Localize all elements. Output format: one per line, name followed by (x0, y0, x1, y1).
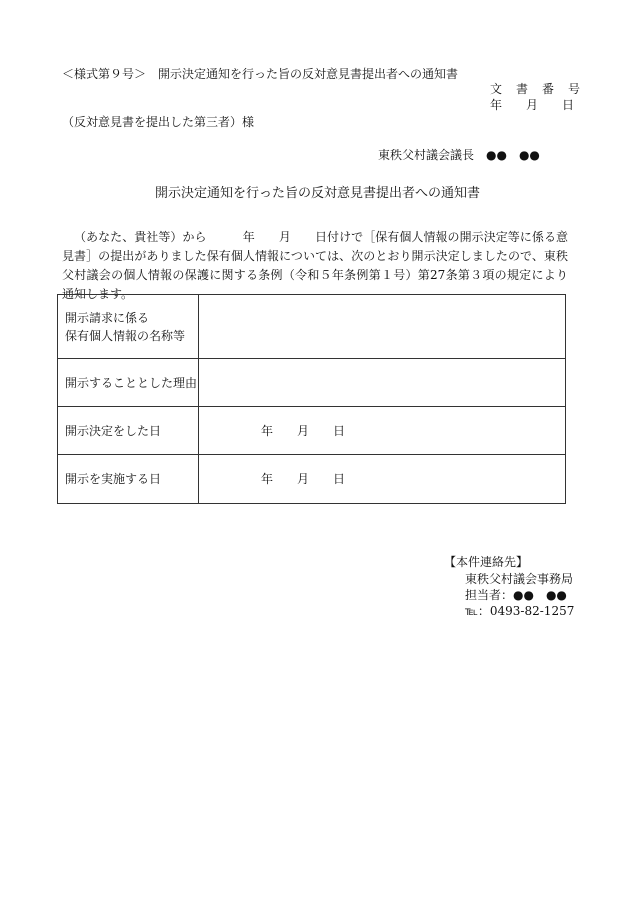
contact-person: 担当者：●● ●● (465, 588, 567, 602)
row-label-disclosure-date: 開示を実施する日 (58, 455, 199, 504)
info-table (57, 294, 566, 504)
row-value-reason (199, 359, 566, 407)
row-value-decision-date: 年 月 日 (199, 407, 566, 455)
addressee: （反対意見書を提出した第三者）様 (62, 115, 255, 129)
table-row (58, 359, 566, 407)
table-row (58, 407, 566, 455)
contact-heading: 【本件連絡先】 (444, 555, 529, 569)
table-row (58, 295, 566, 359)
row-value-disclosure-date: 年 月 日 (199, 455, 566, 504)
contact-office: 東秩父村議会事務局 (465, 572, 574, 586)
row-label-reason: 開示することとした理由 (58, 359, 199, 407)
body-paragraph: （あなた、貴社等）から 年 月 日付けで［保有個人情報の開示決定等に係る意見書］の提出がありました保有個人情報については、次のとおり開示決定しましたので、東秩父村議会の個人情報の保護に関する条例（令和５年条例第１号）第27条第３項の規定により通知します。 (62, 230, 568, 301)
sender: 東秩父村議会議長 ●● ●● (378, 148, 540, 162)
row-value-target-info (199, 295, 566, 359)
row-label-target-info: 開示請求に係る 保有個人情報の名称等 (58, 295, 199, 359)
document-title: 開示決定通知を行った旨の反対意見書提出者への通知書 (155, 186, 481, 201)
contact-tel: ℡：0493-82-1257 (465, 604, 575, 618)
row-label-decision-date: 開示決定をした日 (58, 407, 199, 455)
table-row (58, 455, 566, 504)
document-number-label: 文 書 番 号 (490, 82, 582, 96)
form-number: ＜様式第９号＞ 開示決定通知を行った旨の反対意見書提出者への通知書 (62, 67, 459, 81)
document-date: 年 月 日 (490, 98, 575, 112)
